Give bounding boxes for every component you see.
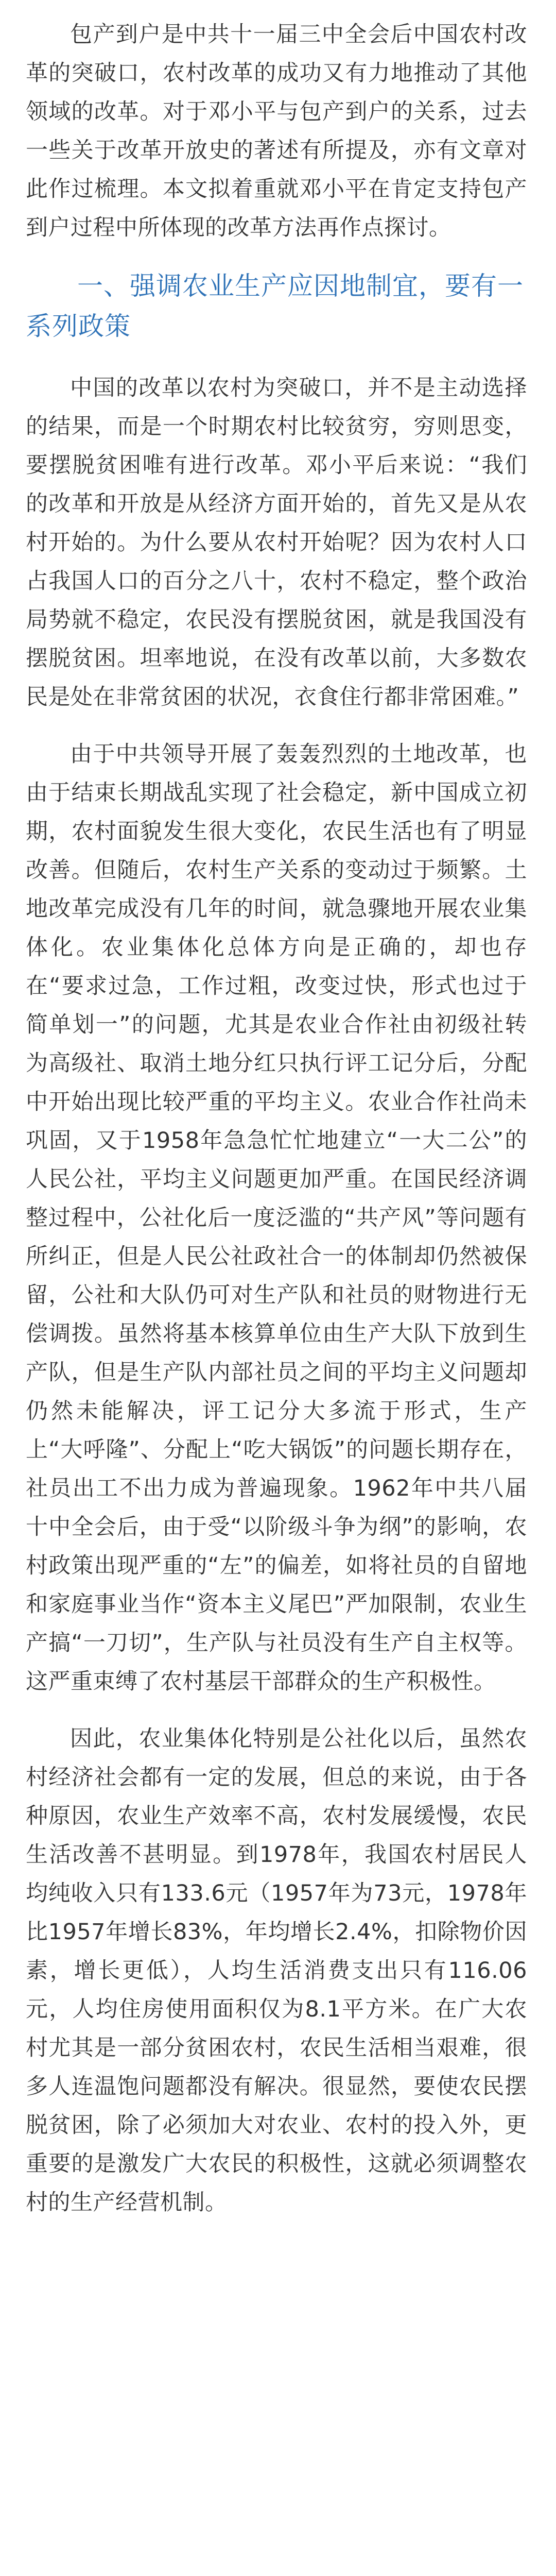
body-paragraph-3: 因此，农业集体化特别是公社化以后，虽然农村经济社会都有一定的发展，但总的来说，由于各种原因，农业生产效率不高，农村发展缓慢，农民生活改善不甚明显。到1978年，我国农村居民人均纯收入只有133.6元（1957年为73元，1978年比1957年增长83%，年均增长2.4%，扣除物价因素，增长更低），人均生活消费支出只有116.06元，人均住房使用面积仅为8.1平方米。在广大农村尤其是一部分贫困农村，农民生活相当艰难，很多人连温饱问题都没有解决。很显然，要使农民摆脱贫困，除了必须加大对农业、农村的投入外，更重要的是激发广大农民的积极性，这就必须调整农村的生产经营机制。 [26,1726,527,2215]
body-paragraph-1: 中国的改革以农村为突破口，并不是主动选择的结果，而是一个时期农村比较贫穷，穷则思变，要摆脱贫困唯有进行改革。邓小平后来说：“我们的改革和开放是从经济方面开始的，首先又是从农村开始的。为什么要从农村开始呢？因为农村人口占我国人口的百分之八十，农村不稳定，整个政治局势就不稳定，农民没有摆脱贫困，就是我国没有摆脱贫困。坦率地说，在没有改革以前，大多数农民是处在非常贫困的状况，衣食住行都非常困难。” [26,375,527,710]
body-paragraph-2: 由于中共领导开展了轰轰烈烈的土地改革，也由于结束长期战乱实现了社会稳定，新中国成立初期，农村面貌发生很大变化，农民生活也有了明显改善。但随后，农村生产关系的变动过于频繁。土地改革完成没有几年的时间，就急骤地开展农业集体化。农业集体化总体方向是正确的，却也存在“要求过急，工作过粗，改变过快，形式也过于简单划一”的问题，尤其是农业合作社由初级社转为高级社、取消土地分红只执行评工记分后，分配中开始出现比较严重的平均主义。农业合作社尚未巩固，又于1958年急急忙忙地建立“一大二公”的人民公社，平均主义问题更加严重。在国民经济调整过程中，公社化后一度泛滥的“共产风”等问题有所纠正，但是人民公社政社合一的体制却仍然被保留，公社和大队仍可对生产队和社员的财物进行无偿调拨。虽然将基本核算单位由生产大队下放到生产队，但是生产队内部社员之间的平均主义问题却仍然未能解决，评工记分大多流于形式，生产上“大呼隆”、分配上“吃大锅饭”的问题长期存在，社员出工不出力成为普遍现象。1962年中共八届十中全会后，由于受“以阶级斗争为纲”的影响，农村政策出现严重的“左”的偏差，如将社员的自留地和家庭事业当作“资本主义尾巴”严加限制，农业生产搞“一刀切”，生产队与社员没有生产自主权等。这严重束缚了农村基层干部群众的生产积极性。 [26,741,527,1694]
section-heading: 一、强调农业生产应因地制宜，要有一系列政策 [26,271,524,341]
intro-paragraph: 包产到户是中共十一届三中全会后中国农村改革的突破口，农村改革的成功又有力地推动了其他领域的改革。对于邓小平与包产到户的关系，过去一些关于改革开放史的著述有所提及，亦有文章对此作过梳理。本文拟着重就邓小平在肯定支持包产到户过程中所体现的改革方法再作点探讨。 [26,22,527,241]
